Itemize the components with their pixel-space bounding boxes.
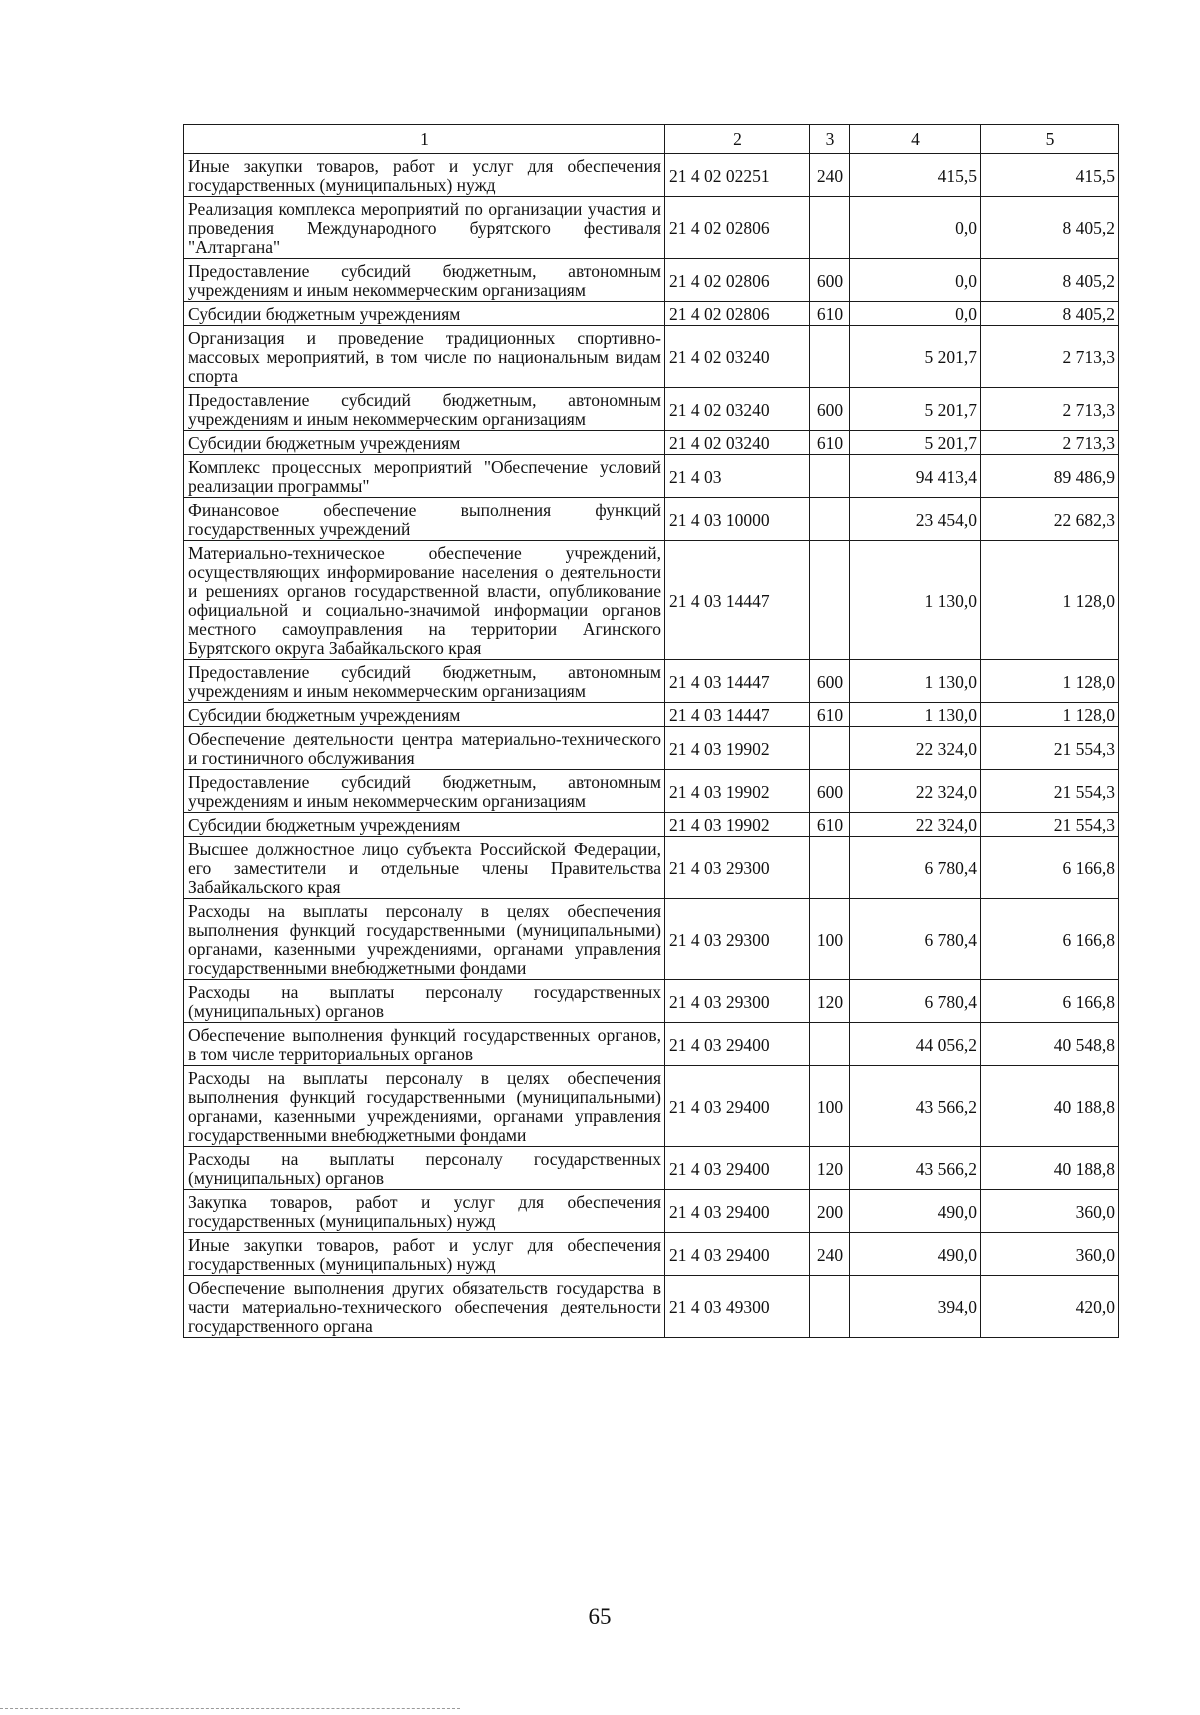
cell-expense-type [810,1276,850,1338]
cell-code: 21 4 03 29300 [665,980,810,1023]
table-row [184,197,1119,259]
cell-amount-2: 21 554,3 [981,770,1119,813]
table-body [184,154,1119,1338]
cell-code: 21 4 03 19902 [665,770,810,813]
cell-amount-2: 1 128,0 [981,541,1119,660]
cell-amount-2: 40 188,8 [981,1066,1119,1147]
cell-amount-1: 5 201,7 [850,326,981,388]
cell-name: Субсидии бюджетным учреждениям [184,813,665,837]
cell-name: Расходы на выплаты персоналу в целях обеспечения выполнения функций государственными (муниципальными) органами, казенными учреждениями, органами управления государственными внебюджетными фондами [184,1066,665,1147]
cell-expense-type [810,727,850,770]
cell-amount-1: 94 413,4 [850,455,981,498]
table-row [184,813,1119,837]
cell-amount-1: 0,0 [850,197,981,259]
cell-amount-1: 0,0 [850,302,981,326]
cell-name: Расходы на выплаты персоналу государственных (муниципальных) органов [184,1147,665,1190]
cell-code: 21 4 03 29300 [665,837,810,899]
table-row [184,899,1119,980]
cell-name: Высшее должностное лицо субъекта Российской Федерации, его заместители и отдельные члены Правительства Забайкальского края [184,837,665,899]
cell-code: 21 4 03 19902 [665,727,810,770]
cell-amount-2: 2 713,3 [981,431,1119,455]
cell-expense-type: 240 [810,1233,850,1276]
cell-name: Предоставление субсидий бюджетным, автономным учреждениям и иным некоммерческим организациям [184,660,665,703]
header-col-2: 2 [665,125,810,154]
cell-name: Предоставление субсидий бюджетным, автономным учреждениям и иным некоммерческим организациям [184,259,665,302]
table-row [184,703,1119,727]
cell-amount-2: 21 554,3 [981,727,1119,770]
cell-amount-1: 490,0 [850,1190,981,1233]
cell-code: 21 4 03 29400 [665,1066,810,1147]
cell-amount-2: 8 405,2 [981,302,1119,326]
header-col-5: 5 [981,125,1119,154]
table-row [184,1233,1119,1276]
cell-name: Субсидии бюджетным учреждениям [184,431,665,455]
table-row [184,660,1119,703]
cell-name: Обеспечение выполнения других обязательств государства в части материально-технического обеспечения деятельности государственного органа [184,1276,665,1338]
cell-name: Закупка товаров, работ и услуг для обеспечения государственных (муниципальных) нужд [184,1190,665,1233]
cell-code: 21 4 02 02806 [665,302,810,326]
table-row [184,541,1119,660]
cell-expense-type: 120 [810,980,850,1023]
cell-amount-1: 1 130,0 [850,541,981,660]
budget-table [183,124,1119,1338]
cell-amount-2: 8 405,2 [981,197,1119,259]
cell-amount-2: 40 548,8 [981,1023,1119,1066]
cell-name: Обеспечение выполнения функций государственных органов, в том числе территориальных органов [184,1023,665,1066]
scan-edge-line [0,1708,460,1709]
cell-code: 21 4 03 49300 [665,1276,810,1338]
cell-code: 21 4 02 02251 [665,154,810,197]
cell-amount-2: 2 713,3 [981,388,1119,431]
cell-amount-2: 1 128,0 [981,660,1119,703]
cell-name: Предоставление субсидий бюджетным, автономным учреждениям и иным некоммерческим организациям [184,388,665,431]
cell-code: 21 4 02 03240 [665,388,810,431]
cell-expense-type: 600 [810,770,850,813]
cell-code: 21 4 02 02806 [665,197,810,259]
cell-expense-type: 240 [810,154,850,197]
cell-expense-type: 610 [810,813,850,837]
cell-name: Субсидии бюджетным учреждениям [184,703,665,727]
table-row [184,455,1119,498]
cell-amount-1: 1 130,0 [850,660,981,703]
cell-name: Финансовое обеспечение выполнения функций государственных учреждений [184,498,665,541]
cell-expense-type: 100 [810,899,850,980]
table-row [184,302,1119,326]
cell-expense-type: 600 [810,388,850,431]
cell-name: Иные закупки товаров, работ и услуг для обеспечения государственных (муниципальных) нужд [184,1233,665,1276]
cell-expense-type: 600 [810,259,850,302]
cell-code: 21 4 02 03240 [665,431,810,455]
cell-name: Субсидии бюджетным учреждениям [184,302,665,326]
cell-name: Реализация комплекса мероприятий по организации участия и проведения Международного бурятского фестиваля "Алтаргана" [184,197,665,259]
cell-amount-1: 415,5 [850,154,981,197]
table-row [184,498,1119,541]
cell-expense-type [810,326,850,388]
header-col-1: 1 [184,125,665,154]
table-row [184,431,1119,455]
cell-code: 21 4 03 29400 [665,1233,810,1276]
table-row [184,1147,1119,1190]
cell-expense-type: 600 [810,660,850,703]
cell-expense-type: 200 [810,1190,850,1233]
cell-amount-1: 43 566,2 [850,1147,981,1190]
cell-amount-2: 89 486,9 [981,455,1119,498]
cell-code: 21 4 03 29300 [665,899,810,980]
header-col-4: 4 [850,125,981,154]
cell-code: 21 4 03 14447 [665,660,810,703]
cell-amount-1: 0,0 [850,259,981,302]
table-row [184,1190,1119,1233]
cell-expense-type [810,498,850,541]
cell-amount-2: 40 188,8 [981,1147,1119,1190]
cell-amount-1: 5 201,7 [850,388,981,431]
cell-name: Иные закупки товаров, работ и услуг для обеспечения государственных (муниципальных) нужд [184,154,665,197]
cell-amount-2: 21 554,3 [981,813,1119,837]
cell-amount-1: 490,0 [850,1233,981,1276]
table-row [184,727,1119,770]
cell-name: Расходы на выплаты персоналу в целях обеспечения выполнения функций государственными (муниципальными) органами, казенными учреждениями, органами управления государственными внебюджетными фондами [184,899,665,980]
cell-expense-type: 610 [810,703,850,727]
cell-amount-2: 22 682,3 [981,498,1119,541]
table-row [184,259,1119,302]
cell-code: 21 4 02 02806 [665,259,810,302]
cell-name: Расходы на выплаты персоналу государственных (муниципальных) органов [184,980,665,1023]
cell-amount-1: 22 324,0 [850,770,981,813]
table-row [184,1276,1119,1338]
cell-expense-type: 120 [810,1147,850,1190]
cell-name: Материально-техническое обеспечение учреждений, осуществляющих информирование населения о деятельности и решениях органов государственной власти, опубликование официальной и социально-значимой информации органов местного самоуправления на территории Агинского Бурятского округа Забайкальского края [184,541,665,660]
cell-code: 21 4 03 14447 [665,541,810,660]
cell-amount-2: 360,0 [981,1190,1119,1233]
cell-code: 21 4 02 03240 [665,326,810,388]
cell-code: 21 4 03 19902 [665,813,810,837]
table-row [184,1023,1119,1066]
cell-amount-1: 6 780,4 [850,837,981,899]
cell-expense-type [810,1023,850,1066]
header-col-3: 3 [810,125,850,154]
cell-name: Организация и проведение традиционных спортивно-массовых мероприятий, в том числе по национальным видам спорта [184,326,665,388]
cell-code: 21 4 03 29400 [665,1023,810,1066]
cell-amount-2: 6 166,8 [981,980,1119,1023]
cell-amount-1: 6 780,4 [850,899,981,980]
cell-amount-1: 43 566,2 [850,1066,981,1147]
table-row [184,1066,1119,1147]
table-row [184,154,1119,197]
cell-amount-1: 23 454,0 [850,498,981,541]
cell-amount-2: 2 713,3 [981,326,1119,388]
cell-amount-1: 44 056,2 [850,1023,981,1066]
cell-amount-2: 1 128,0 [981,703,1119,727]
cell-amount-1: 5 201,7 [850,431,981,455]
cell-amount-2: 6 166,8 [981,837,1119,899]
cell-name: Обеспечение деятельности центра материально-технического и гостиничного обслуживания [184,727,665,770]
cell-amount-2: 360,0 [981,1233,1119,1276]
cell-amount-2: 415,5 [981,154,1119,197]
cell-expense-type [810,197,850,259]
cell-expense-type: 610 [810,431,850,455]
cell-name: Комплекс процессных мероприятий "Обеспечение условий реализации программы" [184,455,665,498]
cell-expense-type [810,455,850,498]
cell-expense-type [810,837,850,899]
cell-expense-type [810,541,850,660]
page-number: 65 [588,1604,612,1629]
cell-expense-type: 100 [810,1066,850,1147]
cell-amount-1: 22 324,0 [850,727,981,770]
cell-amount-1: 394,0 [850,1276,981,1338]
cell-code: 21 4 03 [665,455,810,498]
cell-code: 21 4 03 29400 [665,1190,810,1233]
table-row [184,770,1119,813]
cell-expense-type: 610 [810,302,850,326]
table-row [184,837,1119,899]
cell-name: Предоставление субсидий бюджетным, автономным учреждениям и иным некоммерческим организациям [184,770,665,813]
cell-code: 21 4 03 29400 [665,1147,810,1190]
table-row [184,326,1119,388]
cell-amount-2: 6 166,8 [981,899,1119,980]
cell-amount-1: 6 780,4 [850,980,981,1023]
cell-amount-2: 8 405,2 [981,259,1119,302]
cell-code: 21 4 03 10000 [665,498,810,541]
cell-amount-1: 1 130,0 [850,703,981,727]
cell-amount-1: 22 324,0 [850,813,981,837]
table-row [184,980,1119,1023]
table-header-row [184,125,1119,154]
cell-code: 21 4 03 14447 [665,703,810,727]
table-row [184,388,1119,431]
cell-amount-2: 420,0 [981,1276,1119,1338]
